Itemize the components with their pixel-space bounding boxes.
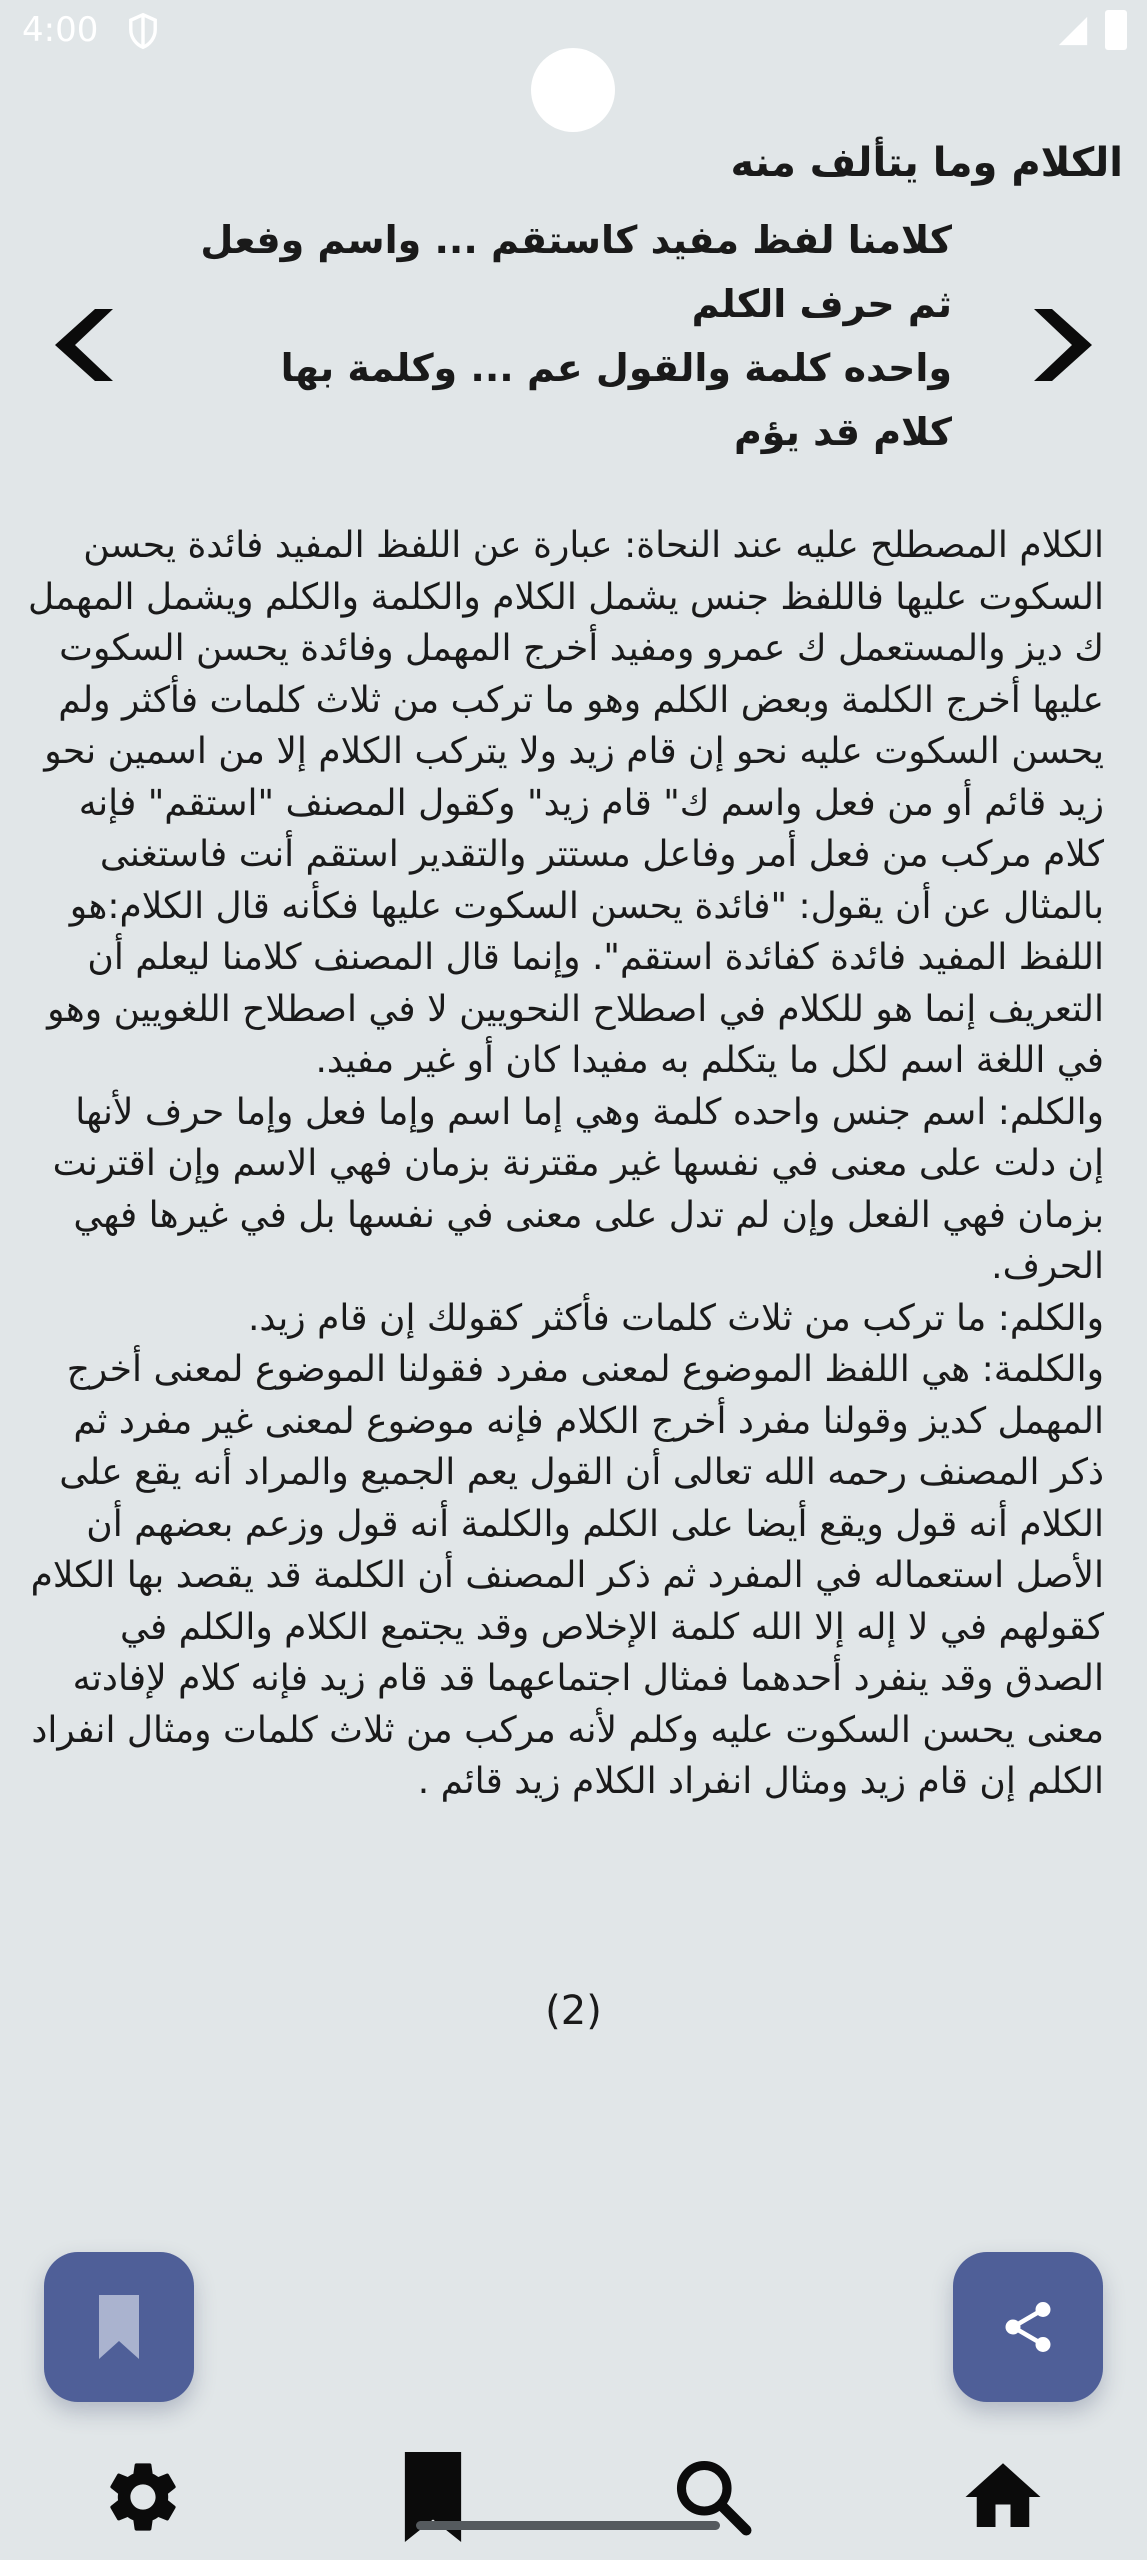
poem-line: واحده كلمة والقول عم ... وكلمة بها كلام قد يؤم	[280, 346, 952, 454]
shield-icon	[126, 12, 160, 50]
status-time: 4:00	[22, 10, 99, 50]
signal-icon	[1055, 14, 1091, 48]
chevron-left-icon	[51, 309, 117, 381]
chapter-title: الكلام وما يتألف منه	[730, 140, 1123, 186]
nav-search[interactable]	[658, 2442, 768, 2552]
explanation-paragraph: والكلمة: هي اللفظ الموضوع لمعنى مفرد فقولنا الموضوع لمعنى أخرج المهمل كديز وقولنا مفرد أخرج الكلام فإنه موضوع لمعنى غير مفرد ثم ذكر المصنف رحمه الله تعالى أن القول يعم الجميع والمراد أنه يقع على الكلام أنه قول ويقع أيضا على الكلم والكلمة أنه قول وزعم بعضهم أن الأصل استعماله في المفرد ثم ذكر المصنف أن الكلمة قد يقصد بها الكلام كقولهم في لا إله إلا الله كلمة الإخلاص وقد يجتمع الكلام والكلم في الصدق وقد ينفرد أحدهما فمثال اجتماعهما قد قام زيد فإنه كلام لإفادته معنى يحسن السكوت عليه وكلم لأنه مركب من ثلاث كلمات ومثال انفراد الكلم إن قام زيد ومثال انفراد الكلام زيد قائم .	[30, 1349, 1104, 1802]
explanation-paragraph: والكلم: ما تركب من ثلاث كلمات فأكثر كقولك إن قام زيد.	[247, 1297, 1104, 1339]
explanation-paragraph: الكلام المصطلح عليه عند النحاة: عبارة عن اللفظ المفيد فائدة يحسن السكوت عليها فاللفظ جنس يشمل الكلام والكلمة والكلم ويشمل المهمل ك ديز والمستعمل ك عمرو ومفيد أخرج المهمل وفائدة يحسن السكوت عليها أخرج الكلمة وبعض الكلم وهو ما تركب من ثلاث كلمات فأكثر ولم يحسن السكوت عليه نحو إن قام زيد ولا يتركب الكلام إلا من اسمين نحو زيد قائم أو من فعل واسم ك" قام زيد" وكقول المصنف "استقم" فإنه كلام مركب من فعل أمر وفاعل مستتر والتقدير استقم أنت فاستغنى بالمثال عن أن يقول: "فائدة يحسن السكوت عليها فكأنه قال الكلام:هو اللفظ المفيد فائدة كفائدة استقم". وإنما قال المصنف كلامنا ليعلم أن التعريف إنما هو للكلام في اصطلاح النحويين لا في اصطلاح اللغويين وهو في اللغة اسم لكل ما يتكلم به مفيدا كان أو غير مفيد.	[28, 525, 1104, 1081]
nav-bookmarks[interactable]	[378, 2442, 488, 2552]
bookmark-button[interactable]	[44, 2252, 194, 2402]
page-number: (2)	[545, 1988, 602, 2034]
bottom-navigation	[0, 2430, 1147, 2560]
nav-settings[interactable]	[88, 2442, 198, 2552]
poem-verse	[200, 208, 952, 464]
explanation-paragraph: والكلم: اسم جنس واحده كلمة وهي إما اسم وإما فعل وإما حرف لأنها إن دلت على معنى في نفسها غير مقترنة بزمان فهي الاسم وإن اقترنت بزمان فهي الفعل وإن لم تدل على معنى في نفسها بل في غيرها فهي الحرف.	[52, 1091, 1104, 1287]
home-indicator[interactable]	[416, 2521, 720, 2530]
bookmark-icon	[99, 2295, 139, 2359]
share-icon	[998, 2297, 1058, 2357]
camera-cutout	[531, 48, 615, 132]
previous-page-button[interactable]	[44, 300, 124, 390]
explanation-text	[28, 520, 1104, 1808]
home-icon	[958, 2452, 1048, 2542]
next-page-button[interactable]	[1023, 300, 1103, 390]
nav-home[interactable]	[948, 2442, 1058, 2552]
share-button[interactable]	[953, 2252, 1103, 2402]
gear-icon	[101, 2455, 185, 2539]
chevron-right-icon	[1030, 309, 1096, 381]
battery-icon	[1105, 10, 1127, 50]
poem-line: كلامنا لفظ مفيد كاستقم ... واسم وفعل ثم حرف الكلم	[200, 218, 952, 326]
